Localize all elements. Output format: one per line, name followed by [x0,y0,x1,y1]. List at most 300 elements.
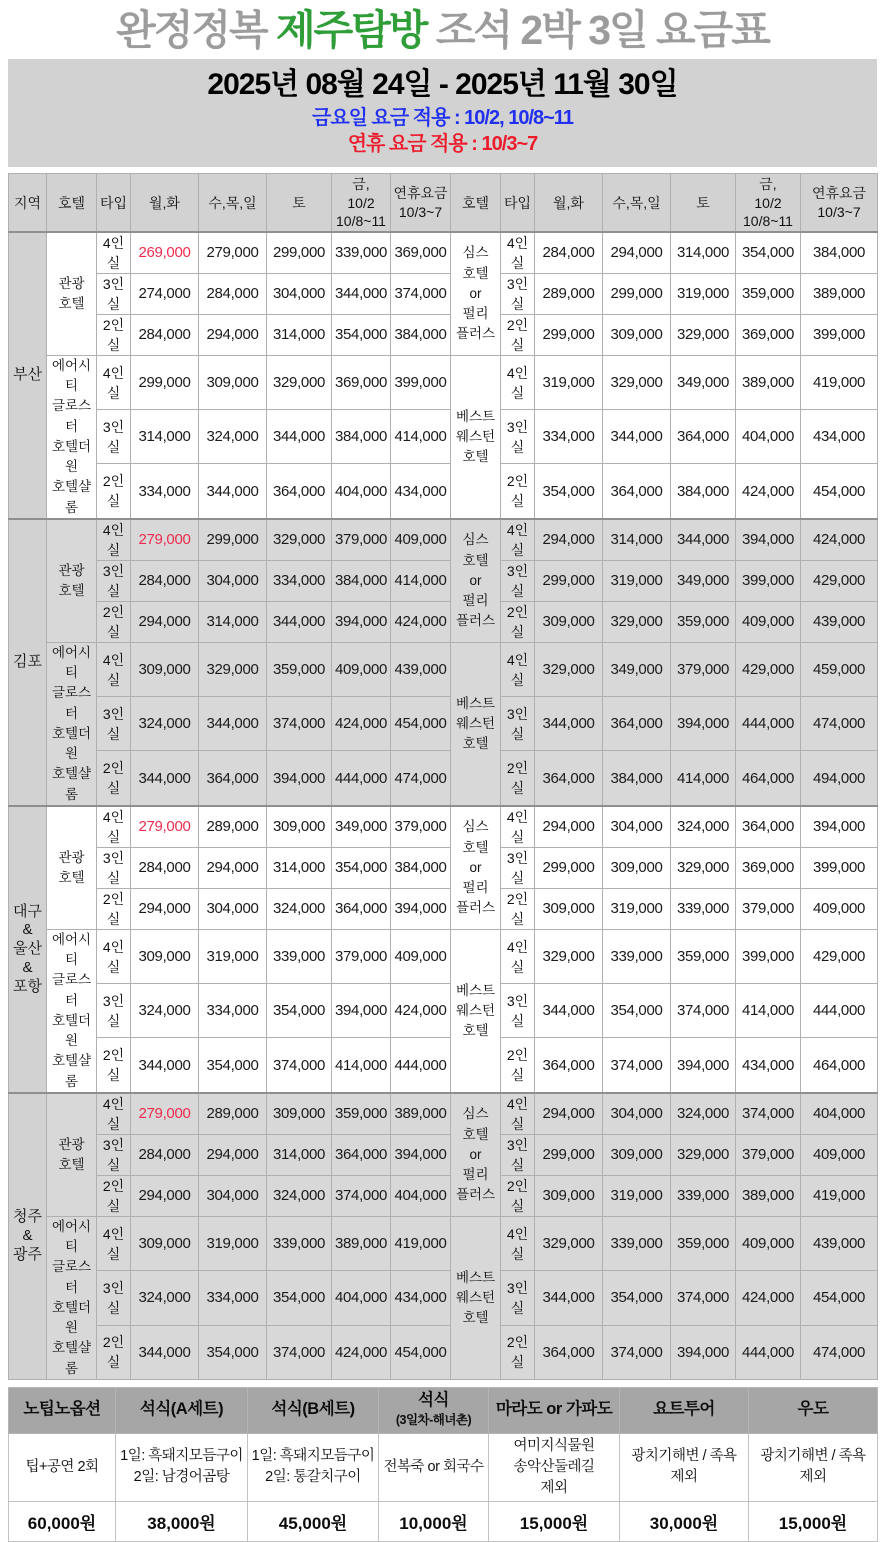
option-price-cell: 15,000원 [749,1501,878,1541]
price-table [8,173,878,1380]
room-type-cell: 3인실 [97,273,131,314]
price-cell: 369,000 [736,314,801,355]
price-cell: 399,000 [801,847,878,888]
price-cell: 329,000 [603,601,671,642]
price-cell: 394,000 [391,1134,451,1175]
price-cell: 334,000 [267,560,332,601]
price-cell: 324,000 [671,1093,736,1135]
price-cell: 384,000 [801,232,878,274]
room-type-cell: 4인실 [501,1216,535,1270]
price-cell: 294,000 [535,806,603,848]
price-cell: 364,000 [535,751,603,806]
price-cell: 379,000 [736,888,801,929]
price-cell: 284,000 [131,560,199,601]
col-header-wed-thu-sun-2: 수,목,일 [603,174,671,232]
price-cell: 314,000 [267,847,332,888]
option-header-cell: 우도 [749,1387,878,1433]
price-cell: 384,000 [671,464,736,519]
price-cell: 394,000 [391,888,451,929]
price-cell: 344,000 [535,697,603,751]
price-cell: 364,000 [671,410,736,464]
room-type-cell: 4인실 [97,806,131,848]
option-header-cell: 요트투어 [620,1387,749,1433]
price-cell: 374,000 [603,1038,671,1093]
price-cell: 419,000 [801,1175,878,1216]
room-type-cell: 4인실 [501,232,535,274]
price-cell: 394,000 [267,751,332,806]
option-price-cell: 15,000원 [489,1501,620,1541]
price-cell: 334,000 [199,984,267,1038]
price-cell: 374,000 [267,1325,332,1379]
price-cell: 474,000 [801,697,878,751]
holiday-notice: 연휴 요금 적용 : 10/3~7 [347,133,538,156]
price-cell: 299,000 [603,273,671,314]
room-type-cell: 2인실 [501,1175,535,1216]
price-cell: 344,000 [131,1325,199,1379]
price-cell: 464,000 [801,1038,878,1093]
price-cell: 329,000 [535,642,603,696]
option-price-cell: 38,000원 [116,1501,248,1541]
price-cell: 414,000 [391,410,451,464]
price-cell: 354,000 [267,1271,332,1325]
price-cell: 284,000 [535,232,603,274]
price-cell: 294,000 [131,601,199,642]
room-type-cell: 2인실 [501,1325,535,1379]
price-cell: 409,000 [391,929,451,983]
price-cell: 334,000 [199,1271,267,1325]
price-cell: 354,000 [736,232,801,274]
price-cell: 394,000 [736,519,801,561]
region-cell: 부산 [9,232,47,519]
price-cell: 314,000 [267,1134,332,1175]
option-desc-cell: 1일: 흑돼지모듬구이 2일: 통갈치구이 [248,1433,379,1501]
price-cell: 344,000 [199,697,267,751]
price-cell: 359,000 [332,1093,391,1135]
price-cell: 354,000 [535,464,603,519]
price-cell: 309,000 [603,314,671,355]
price-cell: 414,000 [332,1038,391,1093]
price-cell: 269,000 [131,232,199,274]
price-cell: 464,000 [736,751,801,806]
price-cell: 404,000 [332,1271,391,1325]
price-cell: 434,000 [391,464,451,519]
price-cell: 454,000 [801,1271,878,1325]
price-cell: 404,000 [736,410,801,464]
price-cell: 294,000 [535,1093,603,1135]
price-cell: 294,000 [199,847,267,888]
price-cell: 329,000 [535,1216,603,1270]
price-cell: 314,000 [603,519,671,561]
price-cell: 424,000 [391,601,451,642]
price-cell: 299,000 [535,1134,603,1175]
price-row [9,697,878,751]
price-cell: 389,000 [391,1093,451,1135]
price-cell: 354,000 [603,984,671,1038]
room-type-cell: 2인실 [501,1038,535,1093]
option-header-cell: 마라도 or 가파도 [489,1387,620,1433]
title-part-3: 조석 2박 3일 요금표 [435,7,769,53]
option-desc-cell: 전복죽 or 회국수 [379,1433,489,1501]
price-cell: 339,000 [603,929,671,983]
price-cell: 349,000 [671,355,736,409]
price-cell: 374,000 [736,1093,801,1135]
price-cell: 329,000 [535,929,603,983]
price-cell: 424,000 [801,519,878,561]
price-cell: 309,000 [603,847,671,888]
price-cell: 344,000 [332,273,391,314]
price-cell: 309,000 [535,888,603,929]
price-cell: 424,000 [332,697,391,751]
room-type-cell: 4인실 [97,929,131,983]
price-cell: 344,000 [535,1271,603,1325]
room-type-cell: 3인실 [97,560,131,601]
price-cell: 399,000 [391,355,451,409]
price-cell: 409,000 [332,642,391,696]
price-cell: 344,000 [671,519,736,561]
price-cell: 439,000 [801,601,878,642]
price-cell: 359,000 [671,1216,736,1270]
price-cell: 339,000 [603,1216,671,1270]
price-cell: 339,000 [671,1175,736,1216]
price-cell: 454,000 [391,697,451,751]
price-cell: 374,000 [391,273,451,314]
option-header-cell: 노팁노옵션 [9,1387,116,1433]
price-cell: 444,000 [736,1325,801,1379]
price-cell: 344,000 [603,410,671,464]
page-title [8,6,877,54]
price-cell: 394,000 [801,806,878,848]
price-row [9,410,878,464]
price-cell: 314,000 [199,601,267,642]
price-cell: 299,000 [131,355,199,409]
price-row [9,1134,878,1175]
room-type-cell: 3인실 [97,697,131,751]
hotel-name-cell: 관광 호텔 [47,232,97,356]
price-cell: 329,000 [199,642,267,696]
price-cell: 419,000 [391,1216,451,1270]
price-cell: 374,000 [267,697,332,751]
price-row [9,929,878,983]
price-cell: 409,000 [736,1216,801,1270]
price-cell: 309,000 [199,355,267,409]
price-cell: 389,000 [736,1175,801,1216]
price-cell: 289,000 [199,1093,267,1135]
price-cell: 359,000 [267,642,332,696]
price-row [9,984,878,1038]
price-cell: 364,000 [199,751,267,806]
price-cell: 294,000 [131,1175,199,1216]
price-row [9,1271,878,1325]
price-cell: 354,000 [267,984,332,1038]
room-type-cell: 2인실 [97,601,131,642]
room-type-cell: 4인실 [97,355,131,409]
options-header-row [9,1387,878,1433]
price-cell: 389,000 [332,1216,391,1270]
room-type-cell: 3인실 [501,273,535,314]
price-cell: 309,000 [535,1175,603,1216]
price-cell: 374,000 [671,984,736,1038]
price-cell: 394,000 [332,601,391,642]
price-cell: 399,000 [736,560,801,601]
price-cell: 329,000 [671,847,736,888]
price-cell: 299,000 [267,232,332,274]
price-cell: 459,000 [801,642,878,696]
price-cell: 379,000 [391,806,451,848]
price-cell: 404,000 [391,1175,451,1216]
price-cell: 284,000 [199,273,267,314]
option-price-cell: 60,000원 [9,1501,116,1541]
price-cell: 364,000 [535,1325,603,1379]
room-type-cell: 3인실 [501,410,535,464]
price-cell: 429,000 [801,560,878,601]
price-row [9,1093,878,1135]
price-cell: 399,000 [736,929,801,983]
options-desc-row [9,1433,878,1501]
options-price-row [9,1501,878,1541]
hotel-name-cell: 에어시티 글로스터 호텔더원 호텔샬롬 [47,929,97,1093]
price-cell: 384,000 [332,410,391,464]
price-cell: 444,000 [736,697,801,751]
price-row [9,1325,878,1379]
price-cell: 324,000 [199,410,267,464]
price-cell: 364,000 [267,464,332,519]
price-cell: 434,000 [801,410,878,464]
price-cell: 364,000 [332,1134,391,1175]
price-row [9,806,878,848]
price-cell: 454,000 [391,1325,451,1379]
price-cell: 314,000 [267,314,332,355]
price-cell: 394,000 [671,1325,736,1379]
price-cell: 274,000 [131,273,199,314]
hotel-name-cell: 베스트 웨스턴 호텔 [451,1216,501,1379]
price-cell: 429,000 [736,642,801,696]
option-header-cell: 석식 (3일차-해녀촌) [379,1387,489,1433]
room-type-cell: 4인실 [501,806,535,848]
option-desc-cell: 팁+공연 2회 [9,1433,116,1501]
price-cell: 354,000 [332,847,391,888]
price-cell: 379,000 [671,642,736,696]
price-cell: 339,000 [332,232,391,274]
room-type-cell: 4인실 [501,355,535,409]
price-cell: 444,000 [391,1038,451,1093]
price-cell: 324,000 [131,1271,199,1325]
col-header-mon-tue-2: 월,화 [535,174,603,232]
price-cell: 439,000 [391,642,451,696]
room-type-cell: 3인실 [97,1134,131,1175]
price-cell: 324,000 [267,1175,332,1216]
price-cell: 329,000 [267,519,332,561]
room-type-cell: 4인실 [501,642,535,696]
price-cell: 279,000 [131,519,199,561]
price-cell: 304,000 [603,806,671,848]
price-cell: 374,000 [671,1271,736,1325]
option-desc-cell: 1일: 흑돼지모듬구이 2일: 남경어곰탕 [116,1433,248,1501]
hotel-name-cell: 심스 호텔 or 펄리 플러스 [451,806,501,930]
col-header-hotel: 호텔 [47,174,97,232]
price-cell: 309,000 [535,601,603,642]
option-price-cell: 10,000원 [379,1501,489,1541]
room-type-cell: 4인실 [97,642,131,696]
room-type-cell: 3인실 [97,984,131,1038]
price-cell: 359,000 [671,601,736,642]
col-header-friday-2: 금, 10/2 10/8~11 [736,174,801,232]
price-cell: 359,000 [671,929,736,983]
price-cell: 384,000 [332,560,391,601]
hotel-name-cell: 에어시티 글로스터 호텔더원 호텔샬롬 [47,642,97,806]
price-row [9,888,878,929]
price-cell: 374,000 [603,1325,671,1379]
option-price-cell: 45,000원 [248,1501,379,1541]
price-cell: 299,000 [535,560,603,601]
price-cell: 324,000 [671,806,736,848]
price-cell: 349,000 [671,560,736,601]
price-cell: 319,000 [199,1216,267,1270]
price-cell: 349,000 [332,806,391,848]
price-cell: 319,000 [671,273,736,314]
hotel-name-cell: 에어시티 글로스터 호텔더원 호텔샬롬 [47,1216,97,1379]
hotel-name-cell: 베스트 웨스턴 호텔 [451,929,501,1093]
friday-notice: 금요일 요금 적용 : 10/2, 10/8~11 [312,107,573,130]
price-cell: 379,000 [736,1134,801,1175]
room-type-cell: 3인실 [97,1271,131,1325]
room-type-cell: 4인실 [501,929,535,983]
room-type-cell: 2인실 [97,1038,131,1093]
price-row [9,642,878,696]
price-cell: 364,000 [736,806,801,848]
room-type-cell: 3인실 [97,847,131,888]
price-cell: 324,000 [267,888,332,929]
price-cell: 404,000 [332,464,391,519]
price-cell: 364,000 [603,697,671,751]
price-row [9,314,878,355]
price-cell: 294,000 [603,232,671,274]
region-cell: 청주 & 광주 [9,1093,47,1380]
price-cell: 304,000 [199,888,267,929]
room-type-cell: 2인실 [501,751,535,806]
room-type-cell: 2인실 [501,601,535,642]
price-cell: 354,000 [199,1038,267,1093]
option-price-cell: 30,000원 [620,1501,749,1541]
price-cell: 409,000 [801,1134,878,1175]
room-type-cell: 3인실 [501,847,535,888]
price-cell: 424,000 [736,464,801,519]
price-cell: 374,000 [332,1175,391,1216]
price-cell: 314,000 [671,232,736,274]
price-cell: 319,000 [535,355,603,409]
price-cell: 319,000 [199,929,267,983]
price-cell: 294,000 [131,888,199,929]
hotel-name-cell: 관광 호텔 [47,519,97,643]
col-header-mon-tue: 월,화 [131,174,199,232]
price-cell: 309,000 [603,1134,671,1175]
price-cell: 294,000 [535,519,603,561]
price-cell: 424,000 [736,1271,801,1325]
price-cell: 364,000 [603,464,671,519]
col-header-friday: 금, 10/2 10/8~11 [332,174,391,232]
price-cell: 394,000 [671,1038,736,1093]
price-cell: 304,000 [267,273,332,314]
price-cell: 444,000 [332,751,391,806]
price-cell: 384,000 [391,847,451,888]
price-cell: 369,000 [391,232,451,274]
price-cell: 299,000 [535,847,603,888]
price-cell: 319,000 [603,888,671,929]
room-type-cell: 2인실 [97,751,131,806]
price-cell: 354,000 [603,1271,671,1325]
price-cell: 329,000 [267,355,332,409]
price-cell: 279,000 [199,232,267,274]
price-cell: 309,000 [267,1093,332,1135]
price-cell: 474,000 [801,1325,878,1379]
hotel-name-cell: 심스 호텔 or 펄리 플러스 [451,1093,501,1217]
col-header-type: 타입 [97,174,131,232]
price-cell: 344,000 [267,410,332,464]
price-cell: 329,000 [671,1134,736,1175]
price-row [9,273,878,314]
col-header-region: 지역 [9,174,47,232]
price-cell: 429,000 [801,929,878,983]
price-cell: 414,000 [671,751,736,806]
price-cell: 304,000 [199,1175,267,1216]
price-cell: 324,000 [131,984,199,1038]
price-cell: 384,000 [603,751,671,806]
price-cell: 309,000 [131,929,199,983]
period-banner [8,59,877,167]
price-cell: 389,000 [736,355,801,409]
room-type-cell: 2인실 [501,464,535,519]
col-header-wed-thu-sun: 수,목,일 [199,174,267,232]
price-cell: 339,000 [671,888,736,929]
region-cell: 김포 [9,519,47,806]
hotel-name-cell: 관광 호텔 [47,806,97,930]
price-cell: 294,000 [199,1134,267,1175]
col-header-type-2: 타입 [501,174,535,232]
price-row [9,601,878,642]
price-cell: 359,000 [736,273,801,314]
price-cell: 414,000 [736,984,801,1038]
room-type-cell: 4인실 [97,1093,131,1135]
price-cell: 369,000 [332,355,391,409]
price-row [9,464,878,519]
option-desc-cell: 광치기해변 / 족욕 제외 [749,1433,878,1501]
price-cell: 299,000 [535,314,603,355]
price-cell: 309,000 [131,642,199,696]
price-cell: 344,000 [535,984,603,1038]
price-cell: 414,000 [391,560,451,601]
option-desc-cell: 광치기해변 / 족욕 제외 [620,1433,749,1501]
price-cell: 284,000 [131,314,199,355]
price-cell: 384,000 [391,314,451,355]
price-cell: 424,000 [332,1325,391,1379]
price-row [9,519,878,561]
price-cell: 494,000 [801,751,878,806]
room-type-cell: 2인실 [97,888,131,929]
price-row [9,1175,878,1216]
price-cell: 284,000 [131,847,199,888]
price-cell: 344,000 [267,601,332,642]
price-row [9,847,878,888]
col-header-holiday: 연휴요금 10/3~7 [391,174,451,232]
room-type-cell: 2인실 [501,314,535,355]
price-cell: 424,000 [391,984,451,1038]
price-cell: 394,000 [671,697,736,751]
price-cell: 344,000 [131,751,199,806]
price-cell: 309,000 [131,1216,199,1270]
price-cell: 334,000 [131,464,199,519]
room-type-cell: 4인실 [97,1216,131,1270]
room-type-cell: 2인실 [97,1325,131,1379]
hotel-name-cell: 심스 호텔 or 펄리 플러스 [451,519,501,643]
